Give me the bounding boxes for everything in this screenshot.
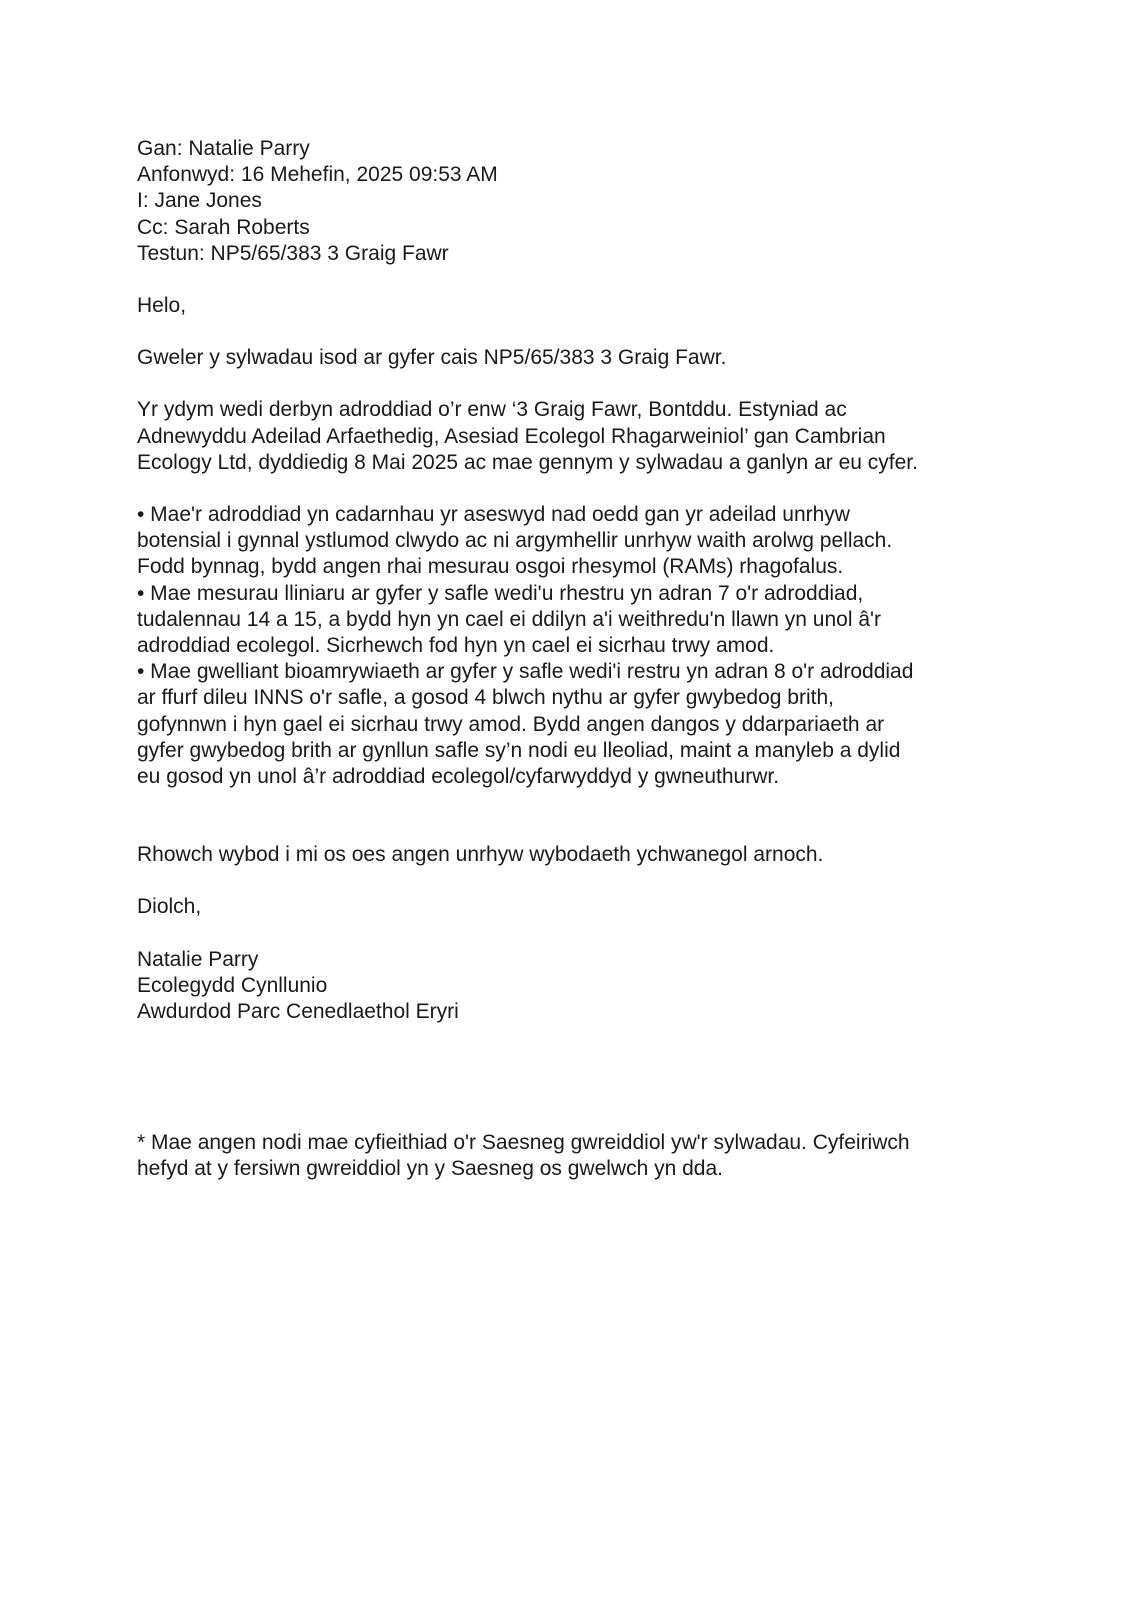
to-line: I: Jane Jones	[137, 189, 262, 213]
signature-organisation: Awdurdod Parc Cenedlaethol Eryri	[137, 1000, 459, 1024]
paragraph-line: Adnewyddu Adeilad Arfaethedig, Asesiad Ecolegol Rhagarweiniol’ gan Cambrian	[137, 424, 886, 448]
report-paragraph	[137, 397, 1017, 476]
bullet-line: adroddiad ecolegol. Sicrhewch fod hyn yn cael ei sicrhau trwy amod.	[137, 634, 775, 658]
from-line: Gan: Natalie Parry	[137, 137, 310, 160]
sign-off	[137, 894, 1017, 920]
intro-text: Gweler y sylwadau isod ar gyfer cais NP5/65/383 3 Graig Fawr.	[137, 346, 727, 370]
bullet-line: botensial i gynnal ystlumod clwydo ac ni argymhellir unrhyw waith arolwg pellach.	[137, 529, 893, 553]
bullet-line: • Mae'r adroddiad yn cadarnhau yr aseswyd nad oedd gan yr adeilad unrhyw	[137, 503, 850, 527]
bullet-line: gyfer gwybedog brith ar gynllun safle sy’n nodi eu lleoliad, maint a manyleb a dylid	[137, 738, 901, 762]
signature-role: Ecolegydd Cynllunio	[137, 973, 328, 997]
bullet-line: tudalennau 14 a 15, a bydd hyn yn cael ei ddilyn a'i weithredu'n llawn yn unol â'r	[137, 607, 882, 631]
bullet-line: Fodd bynnag, bydd angen rhai mesurau osgoi rhesymol (RAMs) rhagofalus.	[137, 555, 844, 579]
bullet-line: • Mae mesurau lliniaru ar gyfer y safle wedi'u rhestru yn adran 7 o'r adroddiad,	[137, 581, 864, 605]
cc-line: Cc: Sarah Roberts	[137, 215, 310, 239]
subject-line: Testun: NP5/65/383 3 Graig Fawr	[137, 241, 449, 265]
bullet-line: eu gosod yn unol â’r adroddiad ecolegol/cyfarwyddyd y gwneuthurwr.	[137, 765, 780, 789]
bullet-item-mitigation	[137, 581, 1017, 660]
bullet-line: gofynnwn i hyn gael ei sicrhau trwy amod. Bydd angen dangos y ddarpariaeth ar	[137, 712, 885, 736]
bullet-line: ar ffurf dileu INNS o'r safle, a gosod 4 blwch nythu ar gyfer gwybedog brith,	[137, 686, 834, 710]
paragraph-line: Ecology Ltd, dyddiedig 8 Mai 2025 ac mae gennym y sylwadau a ganlyn ar eu cyfer.	[137, 450, 918, 474]
sent-line: Anfonwyd: 16 Mehefin, 2025 09:53 AM	[137, 163, 498, 187]
signature-name: Natalie Parry	[137, 947, 259, 971]
email-header	[137, 136, 1017, 267]
closing-request	[137, 842, 1017, 868]
bullet-item-biodiversity	[137, 659, 1017, 790]
greeting-text: Helo,	[137, 294, 187, 318]
footnote-line: hefyd at y fersiwn gwreiddiol yn y Saesneg os gwelwch yn dda.	[137, 1157, 723, 1181]
bullet-item-bats	[137, 502, 1017, 581]
translation-footnote	[137, 1130, 1017, 1182]
paragraph-line: Yr ydym wedi derbyn adroddiad o’r enw ‘3 Graig Fawr, Bontddu. Estyniad ac	[137, 398, 847, 422]
intro-paragraph	[137, 345, 1017, 371]
sign-off-text: Diolch,	[137, 895, 202, 919]
footnote-line: * Mae angen nodi mae cyfieithiad o'r Saesneg gwreiddiol yw'r sylwadau. Cyfeiriwch	[137, 1131, 910, 1155]
bullet-line: • Mae gwelliant bioamrywiaeth ar gyfer y safle wedi'i restru yn adran 8 o'r adroddiad	[137, 660, 914, 684]
closing-request-text: Rhowch wybod i mi os oes angen unrhyw wybodaeth ychwanegol arnoch.	[137, 843, 824, 867]
greeting	[137, 293, 1017, 319]
signature-block	[137, 947, 1017, 1026]
comments-list	[137, 502, 1017, 790]
email-document	[137, 136, 1017, 1183]
